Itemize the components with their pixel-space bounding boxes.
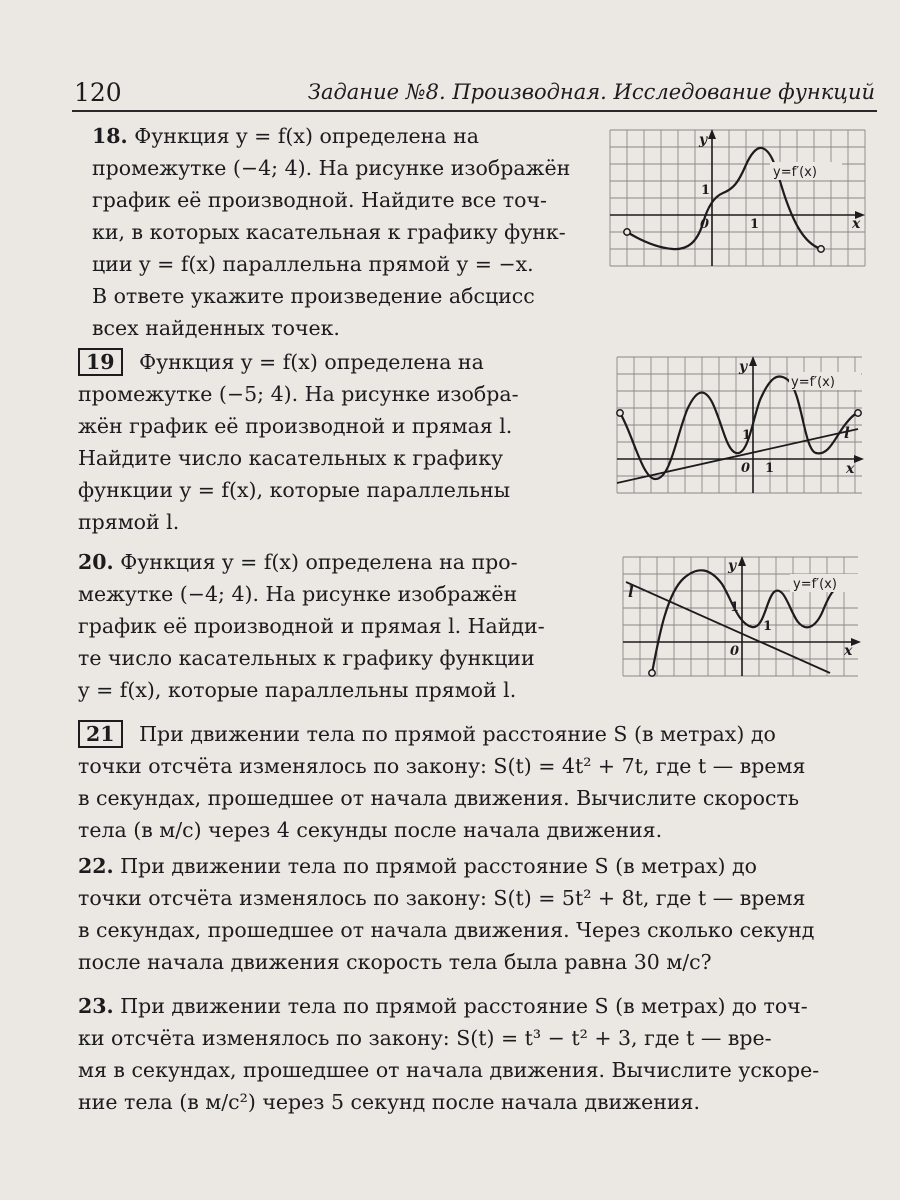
problem-line: график её производной и прямая l. Найди- — [78, 614, 545, 638]
x-unit-label: 1 — [763, 619, 773, 634]
problem-line: прямой l. — [78, 510, 180, 534]
y-unit-label: 1 — [742, 428, 752, 443]
x-unit-label: 1 — [750, 217, 760, 232]
curve-endpoint — [818, 246, 824, 252]
problem-number: 20. — [78, 550, 114, 574]
page-header — [72, 76, 877, 112]
chapter-title: Задание №8. Производная. Исследование функций — [307, 80, 875, 104]
curve-endpoint — [617, 410, 623, 416]
problem-line: 23. При движении тела по прямой расстояние S (в метрах) до точ- — [78, 994, 808, 1018]
problem-21 — [78, 718, 805, 846]
problem-line: жён график её производной и прямая l. — [78, 414, 513, 438]
problem-23 — [78, 990, 819, 1118]
problem-line: точки отсчёта изменялось по закону: S(t) = 4t² + 7t, где t — время — [78, 754, 806, 778]
problem-line: Найдите число касательных к графику — [78, 446, 504, 470]
curve-endpoint — [649, 670, 655, 676]
x-axis-label: x — [852, 216, 861, 232]
problem-line: после начала движения скорость тела была равна 30 м/с? — [78, 950, 712, 974]
graph-problem-19 — [612, 352, 867, 497]
problem-line: 22. При движении тела по прямой расстояние S (в метрах) до — [78, 854, 757, 878]
curve-label: y=f′(x) — [773, 165, 817, 180]
origin-label: 0 — [741, 461, 751, 476]
y-unit-label: 1 — [701, 183, 711, 198]
line-label: l — [844, 424, 850, 442]
problem-line: ки отсчёта изменялось по закону: S(t) = t³ − t² + 3, где t — вре- — [78, 1026, 772, 1050]
problem-line: 19 Функция y = f(x) определена на — [78, 346, 519, 378]
origin-label: 0 — [730, 644, 740, 659]
problem-line: тела (в м/с) через 4 секунды после начала движения. — [78, 818, 663, 842]
derivative-curve — [620, 376, 858, 479]
curve-endpoint — [624, 229, 630, 235]
problem-line: В ответе укажите произведение абсцисс — [92, 284, 535, 308]
curve-label: y=f′(x) — [793, 577, 837, 592]
problem-line: в секундах, прошедшее от начала движения. Через сколько секунд — [78, 918, 815, 942]
origin-label: 0 — [700, 217, 710, 232]
curve-endpoint — [855, 410, 861, 416]
page-number: 120 — [74, 78, 122, 107]
problem-line: ние тела (в м/с²) через 5 секунд после начала движения. — [78, 1090, 700, 1114]
problem-line: мя в секундах, прошедшее от начала движения. Вычислите ускоре- — [78, 1058, 820, 1082]
problem-20 — [78, 546, 545, 706]
problem-line: ции y = f(x) параллельна прямой y = −x. — [92, 252, 534, 276]
y-axis-label: y — [699, 132, 708, 148]
problem-line: ки, в которых касательная к графику функ- — [92, 220, 566, 244]
problem-number: 23. — [78, 994, 114, 1018]
problem-line: 18. Функция y = f(x) определена на — [92, 124, 479, 148]
y-axis-label: y — [728, 558, 737, 574]
problem-line: межутке (−4; 4). На рисунке изображён — [78, 582, 518, 606]
x-axis-label: x — [846, 461, 855, 477]
graph-problem-20 — [618, 552, 864, 680]
problem-number-boxed: 21 — [78, 720, 123, 748]
x-axis-label: x — [844, 643, 853, 659]
problem-line: в секундах, прошедшее от начала движения. Вычислите скорость — [78, 786, 799, 810]
problem-line: те число касательных к графику функции — [78, 646, 535, 670]
problem-22 — [78, 850, 814, 978]
problem-line: промежутке (−5; 4). На рисунке изобра- — [78, 382, 519, 406]
problem-18 — [92, 120, 570, 344]
y-unit-label: 1 — [730, 600, 740, 615]
problem-line: всех найденных точек. — [92, 316, 340, 340]
problem-line: 20. Функция y = f(x) определена на про- — [78, 550, 518, 574]
line-l — [617, 429, 858, 483]
problem-line: график её производной. Найдите все точ- — [92, 188, 547, 212]
problem-line: функции y = f(x), которые параллельны — [78, 478, 511, 502]
problem-line: y = f(x), которые параллельны прямой l. — [78, 678, 517, 702]
problem-number-boxed: 19 — [78, 348, 123, 376]
problem-line: промежутке (−4; 4). На рисунке изображён — [92, 156, 571, 180]
graph-problem-18 — [605, 125, 870, 272]
line-label: l — [628, 583, 634, 601]
curve-label: y=f′(x) — [791, 375, 835, 390]
problem-line: точки отсчёта изменялось по закону: S(t) = 5t² + 8t, где t — время — [78, 886, 806, 910]
y-axis-label: y — [739, 359, 748, 375]
problem-number: 18. — [92, 124, 128, 148]
problem-line: 21 При движении тела по прямой расстояние S (в метрах) до — [78, 718, 805, 750]
x-unit-label: 1 — [765, 461, 775, 476]
problem-number: 22. — [78, 854, 114, 878]
problem-19 — [78, 346, 519, 538]
